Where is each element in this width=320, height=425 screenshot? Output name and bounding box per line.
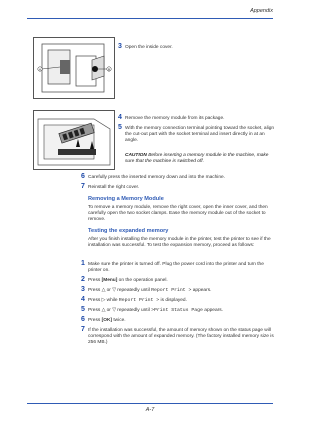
test-step-press-menu: 2 Press [Menu] on the operation panel. (81, 276, 168, 283)
inside-cover-illustration (34, 38, 114, 98)
menu-key: [Menu] (101, 278, 118, 283)
test-step-select-status-page: 5 Press △ or ▽ repeatedly until >Print Status Page appears. (81, 306, 223, 313)
step-align-and-insert (118, 124, 278, 145)
footer-rule (27, 403, 273, 404)
figure-insert-memory (33, 110, 115, 170)
page-number: A-7 (145, 407, 155, 413)
step-number: 5 (118, 124, 122, 131)
ok-key: [OK] (101, 318, 112, 323)
step-text: Reinstall the right cover. (88, 185, 140, 190)
memory-insertion-illustration (34, 111, 114, 169)
removing-heading: Removing a Memory Module (88, 196, 164, 202)
test-step-power-on (81, 260, 278, 274)
page-header-title: Appendix (250, 8, 273, 14)
test-step-verify-memory (81, 326, 278, 347)
step-number: 4 (81, 296, 85, 303)
step-number: 4 (118, 114, 122, 121)
callout-b: B (107, 67, 111, 72)
step-text: With the memory connection terminal pointing toward the socket, align the cut-out part with the socket terminal and insert directly in at an angle. (125, 126, 275, 144)
test-step-press-ok: 6 Press [OK] twice. (81, 316, 126, 323)
step-number: 3 (118, 43, 122, 50)
step-text: Make sure the printer is turned off. Plug the power cord into the printer and turn the printer on. (88, 262, 264, 274)
test-step-press-right: 4 Press ▷ while Report Print > is displayed. (81, 296, 187, 303)
step-number: 7 (81, 326, 85, 333)
removing-text: To remove a memory module, remove the right cover, open the inner cover, and then carefully open the two socket clamps. Ease the memory module out of the socket to remove. (88, 205, 268, 223)
step-number: 7 (81, 183, 85, 190)
caution-note (125, 153, 278, 165)
step-text: Carefully press the inserted memory down and into the machine. (88, 175, 226, 180)
step-number: 6 (81, 316, 85, 323)
figure-open-inside-cover (33, 37, 115, 99)
callout-a: A (38, 67, 42, 72)
step-text: Remove the memory module from its package. (125, 116, 225, 121)
testing-intro: After you finish installing the memory module in the printer, test the printer to see if the installation was successful. To test the expansion memory, proceed as follows: (88, 237, 271, 249)
step-text: If the installation was successful, the amount of memory shown on the status page will correspond with the amount of expanded memory. (The factory installed memory size is 256 MB.) (88, 328, 274, 346)
step-remove-from-package (118, 114, 278, 122)
display-text: >Print Status Page (151, 308, 203, 313)
step-reinstall-right-cover (81, 183, 278, 191)
caution-label: CAUTION (125, 153, 147, 158)
step-press-memory-down (81, 173, 278, 181)
step-number: 1 (81, 260, 85, 267)
caution-text: Before inserting a memory module in the machine, make sure that the machine is switched off. (125, 153, 269, 165)
step-number: 2 (81, 276, 85, 283)
step-text: Open the inside cover. (125, 45, 173, 50)
display-text: Report Print > (118, 298, 160, 303)
header-rule (27, 18, 273, 19)
testing-heading: Testing the expanded memory (88, 228, 169, 234)
test-step-select-report-print: 3 Press △ or ▽ repeatedly until Report Print > appears. (81, 286, 212, 293)
display-text: Report Print > (151, 288, 192, 293)
step-number: 6 (81, 173, 85, 180)
step-number: 3 (81, 286, 85, 293)
step-open-inside-cover (118, 43, 278, 51)
step-number: 5 (81, 306, 85, 313)
